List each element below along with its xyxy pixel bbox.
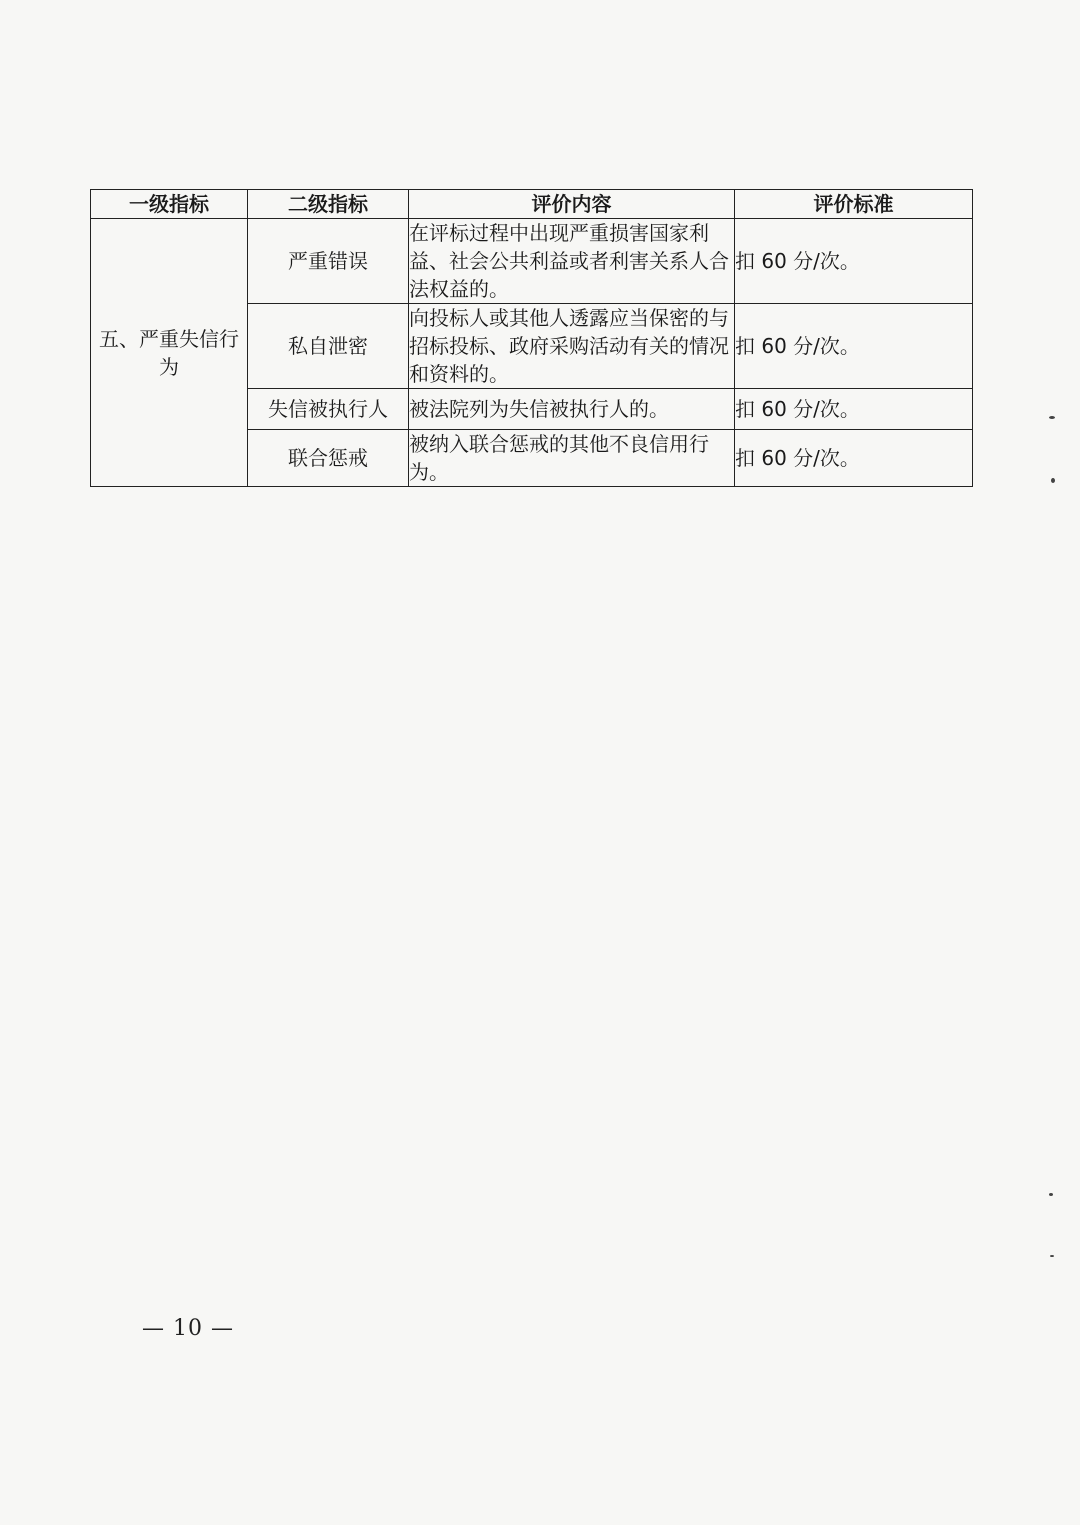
standard-cell: 扣 60 分/次。	[735, 389, 973, 430]
table-header-row	[91, 190, 973, 219]
scan-speck	[1049, 416, 1055, 419]
content-cell: 向投标人或其他人透露应当保密的与招标投标、政府采购活动有关的情况和资料的。	[409, 304, 735, 389]
header-level1: 一级指标	[91, 190, 248, 219]
scan-speck	[1051, 478, 1055, 483]
page-number: — 10 —	[142, 1316, 234, 1341]
indicator-cell: 私自泄密	[248, 304, 409, 389]
evaluation-table	[90, 189, 973, 487]
indicator-cell: 严重错误	[248, 219, 409, 304]
content-cell: 被法院列为失信被执行人的。	[409, 389, 735, 430]
content-cell: 在评标过程中出现严重损害国家利益、社会公共利益或者利害关系人合法权益的。	[409, 219, 735, 304]
scan-speck	[1050, 1255, 1054, 1257]
standard-cell: 扣 60 分/次。	[735, 219, 973, 304]
category-cell: 五、严重失信行为	[91, 219, 248, 487]
header-standard: 评价标准	[735, 190, 973, 219]
header-content: 评价内容	[409, 190, 735, 219]
indicator-cell: 联合惩戒	[248, 430, 409, 487]
indicator-cell: 失信被执行人	[248, 389, 409, 430]
table-row	[91, 219, 973, 304]
header-level2: 二级指标	[248, 190, 409, 219]
content-cell: 被纳入联合惩戒的其他不良信用行为。	[409, 430, 735, 487]
scan-speck	[1049, 1193, 1053, 1196]
standard-cell: 扣 60 分/次。	[735, 304, 973, 389]
standard-cell: 扣 60 分/次。	[735, 430, 973, 487]
